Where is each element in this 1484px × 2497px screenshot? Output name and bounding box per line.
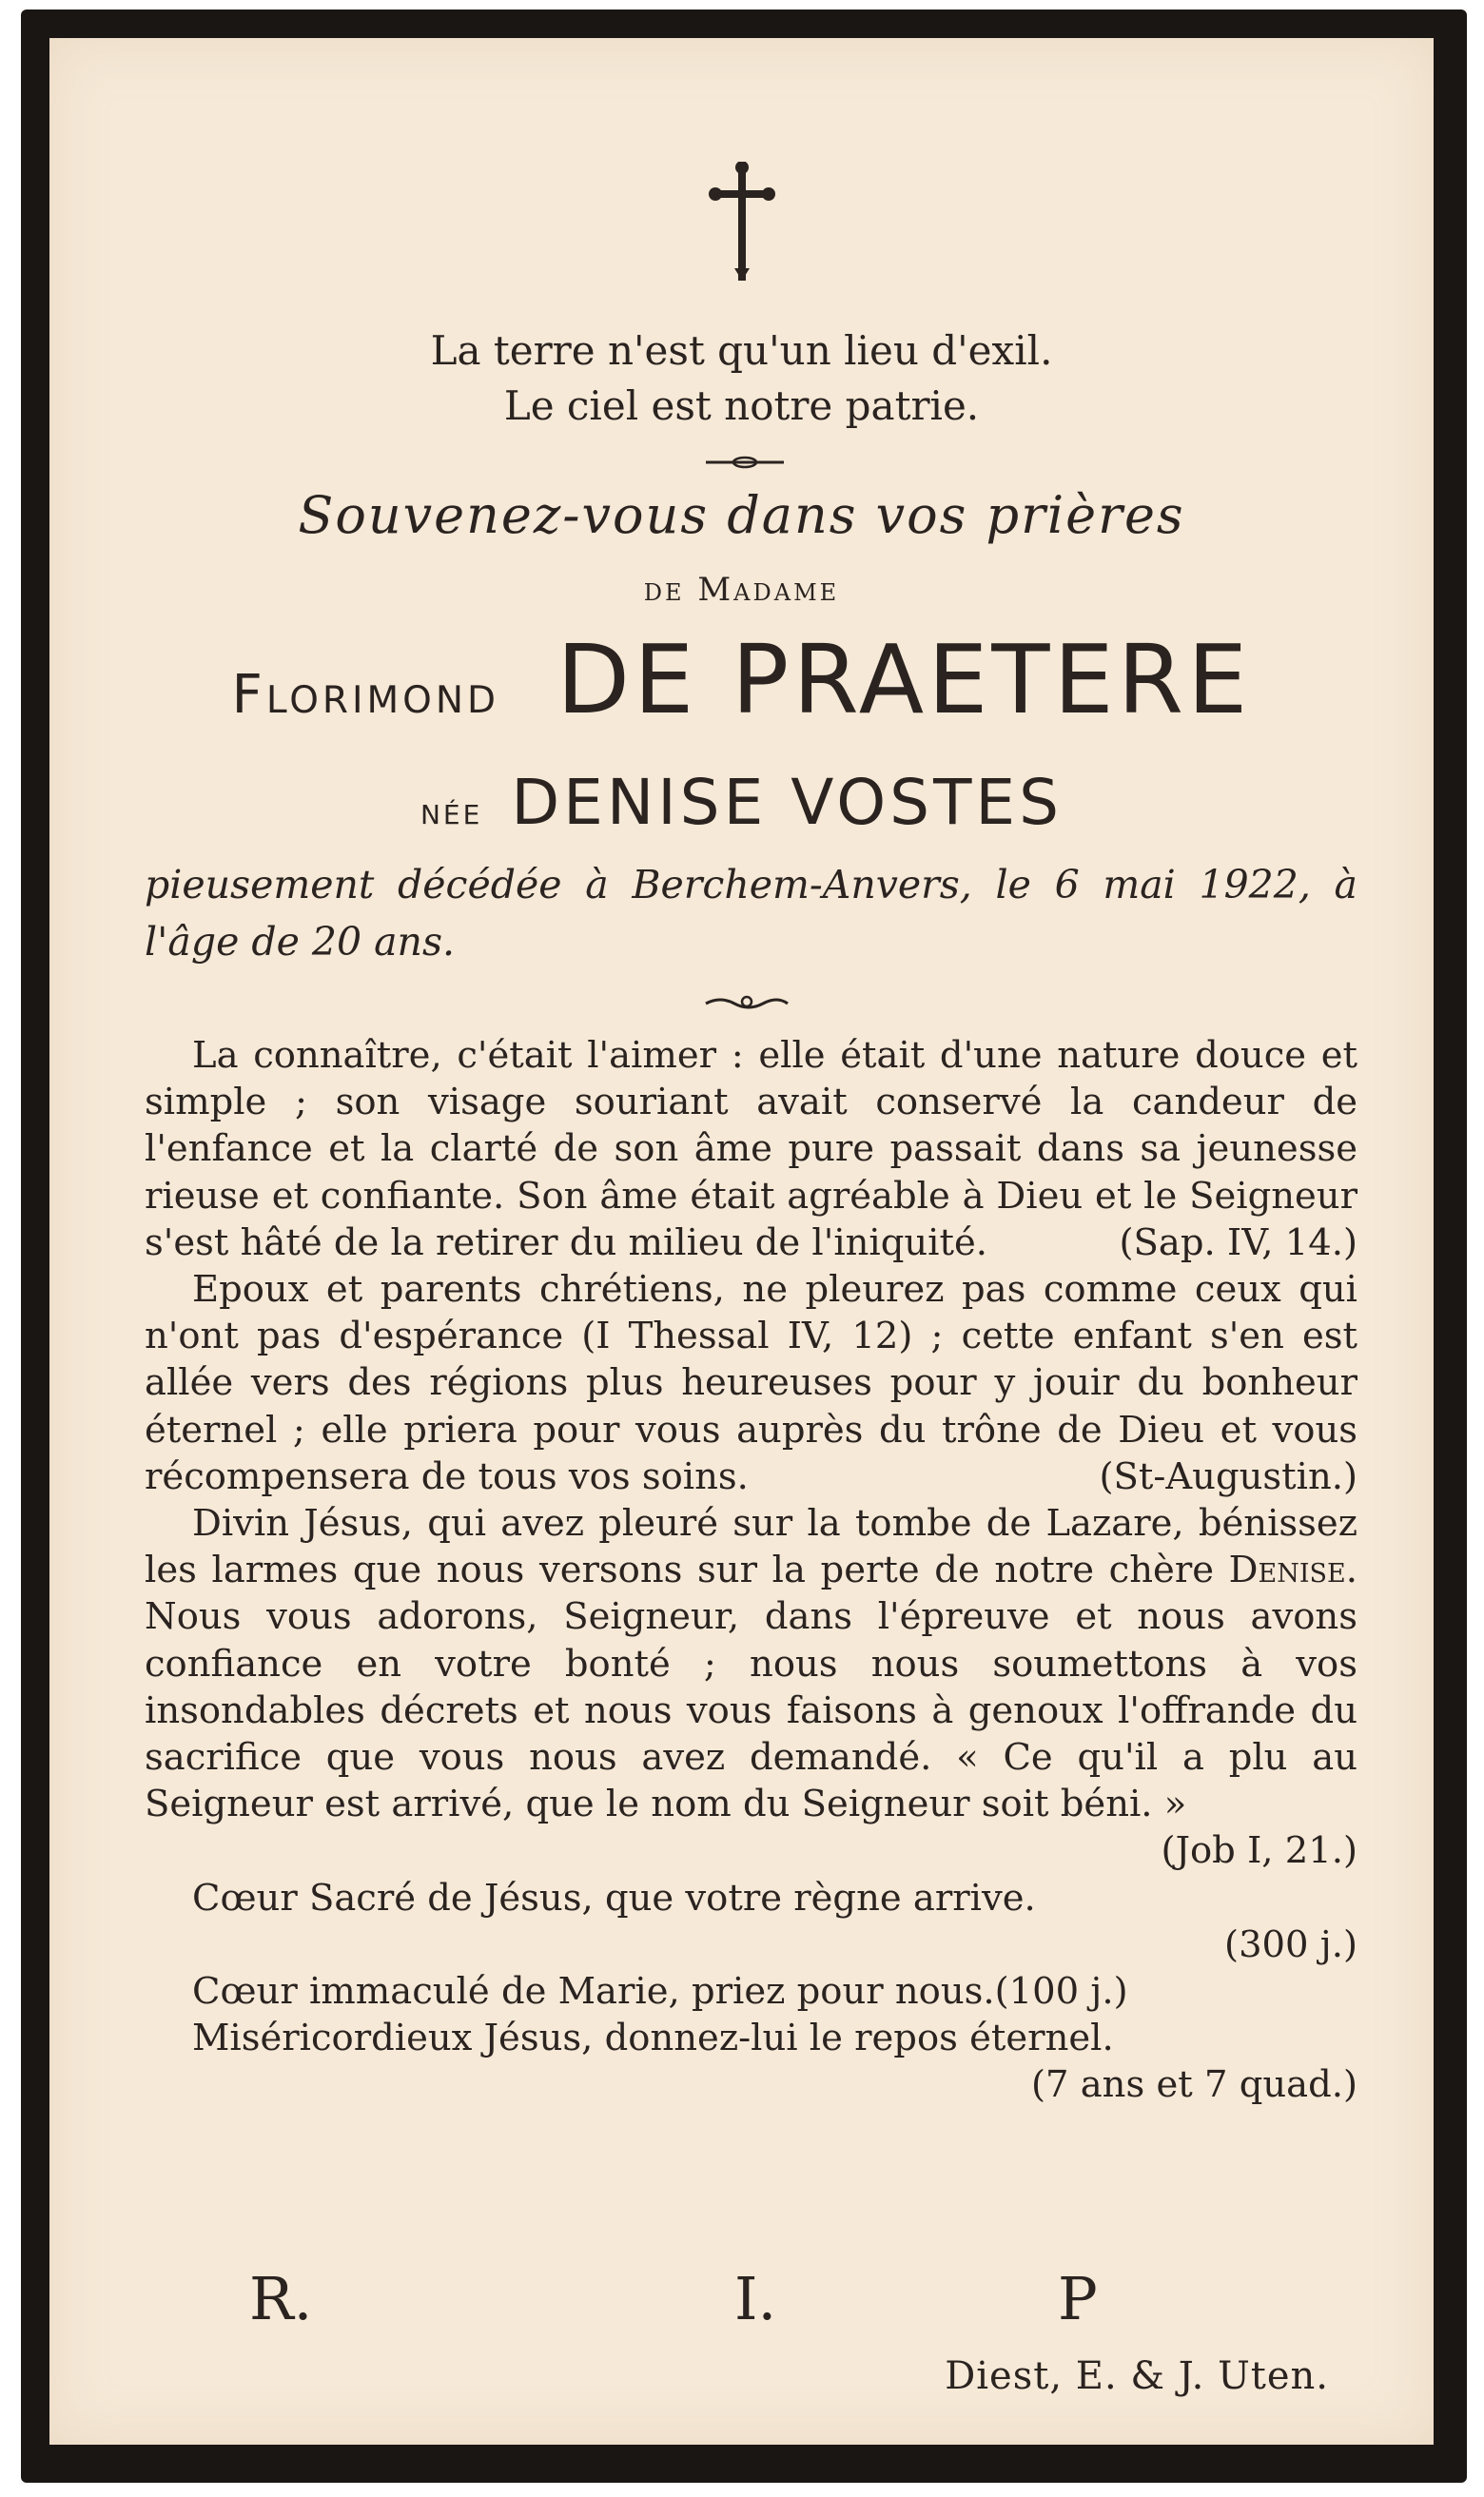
- paragraph-3: [145, 1500, 1357, 1827]
- prayer-1-ref: (300 j.): [1224, 1922, 1357, 1966]
- paragraph-3-ref-line: [145, 1827, 1357, 1874]
- paragraph-2: [145, 1266, 1357, 1500]
- heading: Souvenez-vous dans vos prières: [298, 485, 1185, 545]
- card-paper: [49, 38, 1434, 2445]
- prayer-2: [145, 1968, 1357, 2015]
- name-line: [49, 623, 1434, 752]
- prayer-3-ref: (7 ans et 7 quad.): [1030, 2063, 1357, 2107]
- rip-line: [49, 2264, 1434, 2331]
- motto: [49, 323, 1434, 434]
- prayer-2-ref: (100 j.): [994, 1970, 1128, 2014]
- paragraph-3-name: Denise: [1228, 1549, 1346, 1592]
- prayer-1: Cœur Sacré de Jésus, que votre règne arrive.: [192, 1876, 1036, 1920]
- nee-line: [49, 766, 1434, 839]
- maiden-name: DENISE VOSTES: [511, 766, 1063, 839]
- paragraph-2-text: Epoux et parents chrétiens, ne pleurez pas comme ceux qui n'ont pas d'espérance (I Thessal IV, 12) ; cette enfant s'en est allée vers des régions plus heureuses pour y jouir du bonheur éternel ; elle priera pour vous auprès du trône de Dieu et vous récompensera de tous vos soins.: [145, 1268, 1357, 1498]
- paragraph-1-text: La connaître, c'était l'aimer : elle était d'une nature douce et simple ; son visage souriant avait conservé la candeur de l'enfance et la clarté de son âme pure passait dans sa jeunesse rieuse et confiante. Son âme était agréable à Dieu et le Seigneur s'est hâté de la retirer du milieu de l'iniquité.: [145, 1034, 1357, 1264]
- paragraph-1: [145, 1032, 1357, 1266]
- given-name: Florimond: [231, 664, 500, 726]
- ornament-divider-2: [49, 992, 1434, 1011]
- rip-p: P: [1058, 2264, 1098, 2333]
- paragraph-3-text-a: Divin Jésus, qui avez pleuré sur la tombe de Lazare, bénissez les larmes que nous versons sur la perte de notre chère: [145, 1502, 1357, 1592]
- cross-icon: [708, 162, 776, 281]
- death-notice: pieusement décédée à Berchem-Anvers, le 6 mai 1922, à l'âge de 20 ans.: [145, 862, 1357, 965]
- prayer-3: Miséricordieux Jésus, donnez-lui le repos éternel.: [192, 2017, 1114, 2060]
- prayer-2-text: Cœur immaculé de Marie, priez pour nous.: [192, 1970, 995, 2014]
- paragraph-2-ref: (St-Augustin.): [1099, 1454, 1357, 1498]
- ornament-divider-1: [49, 453, 1434, 472]
- printer-imprint: Diest, E. & J. Uten.: [945, 2354, 1329, 2398]
- paragraph-3-ref: (Job I, 21.): [1161, 1829, 1357, 1873]
- paragraph-3-text-b: . Nous vous adorons, Seigneur, dans l'épreuve et nous avons confiance en votre bonté ; nous nous soumettons à vos insondables décrets et nous vous faisons à genoux l'offrande du sacrifice que vous nous avez demandé. « Ce qu'il a plu au Seigneur est arrivé, que le nom du Seigneur soit béni. »: [145, 1549, 1357, 1826]
- rip-i: I.: [734, 2264, 777, 2333]
- de-madame: de Madame: [643, 571, 840, 609]
- motto-line-1: La terre n'est qu'un lieu d'exil.: [430, 327, 1053, 374]
- paragraph-1-ref: (Sap. IV, 14.): [1119, 1220, 1357, 1264]
- surname: DE PRAETERE: [556, 624, 1252, 735]
- nee-label: née: [420, 790, 483, 833]
- body-text: [145, 1032, 1357, 2109]
- motto-line-2: Le ciel est notre patrie.: [503, 382, 980, 429]
- rip-r: R.: [249, 2264, 313, 2333]
- memorial-card: [21, 10, 1467, 2483]
